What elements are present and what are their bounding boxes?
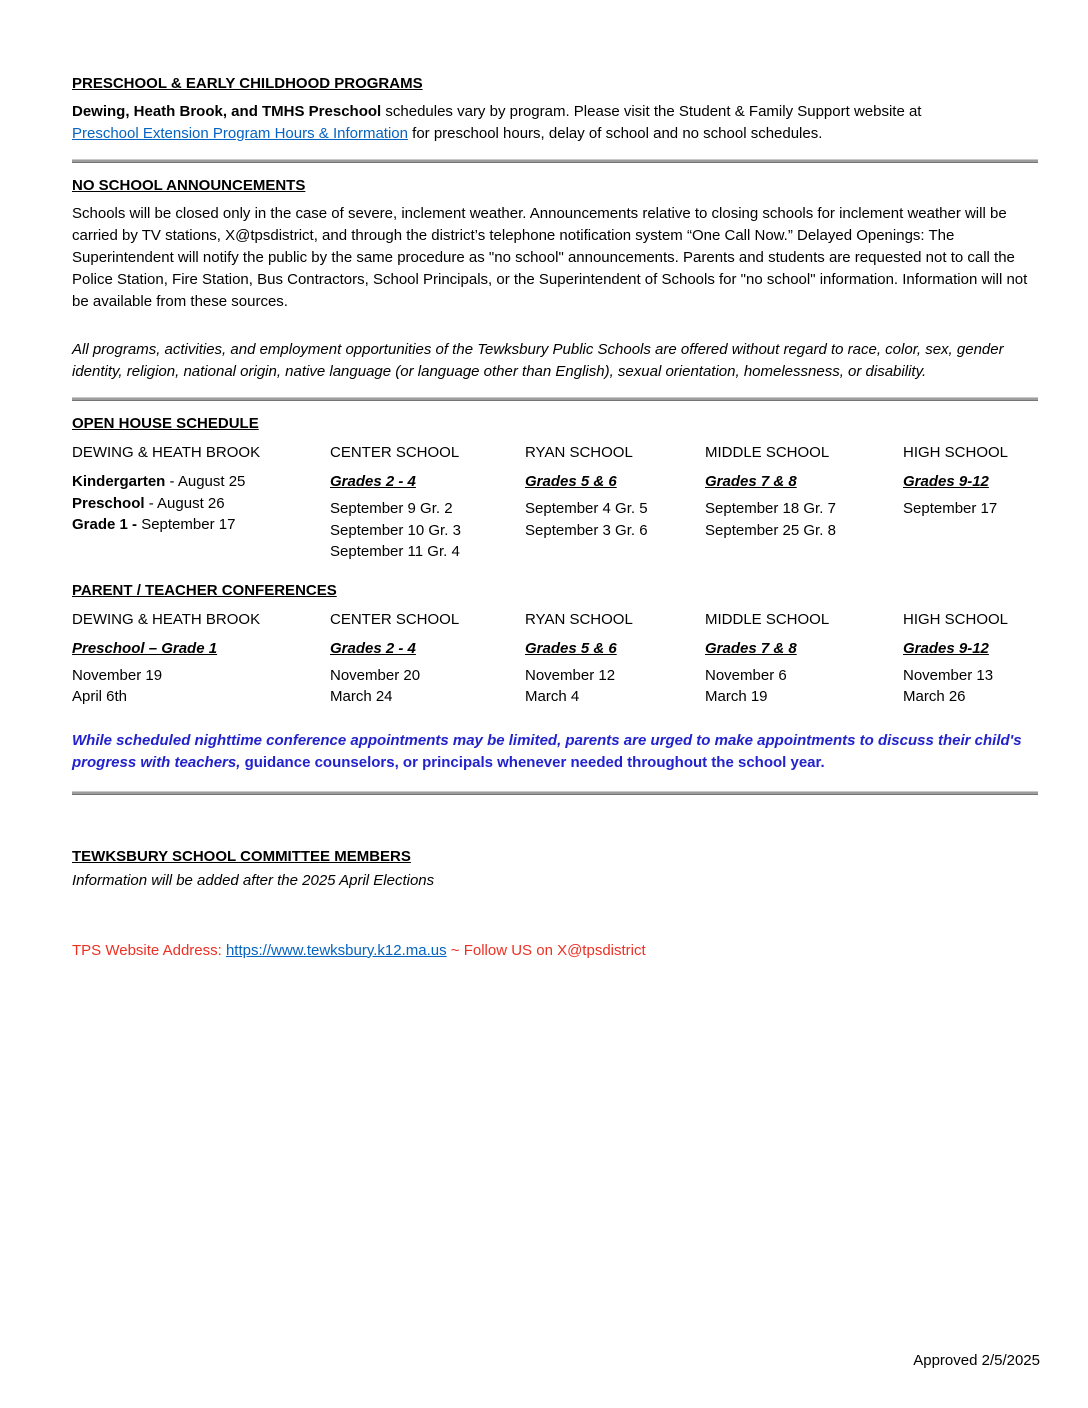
grades-heading: Grades 9-12 [903,473,989,490]
open-house-entry: September 4 Gr. 5 [525,500,648,517]
conferences-section-title: PARENT / TEACHER CONFERENCES [72,581,337,599]
preschool-section-title: PRESCHOOL & EARLY CHILDHOOD PROGRAMS [72,75,423,92]
open-house-col-center [330,442,525,563]
open-house-col-high [903,442,1038,563]
website-label: TPS Website Address: [72,941,226,959]
section-divider [72,397,1038,401]
school-name: MIDDLE SCHOOL [705,610,830,628]
document-body [72,74,1038,962]
follow-us-text: ~ Follow US on X@tpsdistrict [446,941,646,959]
open-house-table [72,442,1038,563]
no-school-paragraph: Schools will be closed only in the case of severe, inclement weather. Announcements relative to closing schools for inclement weather will be carried by TV stations, X@tpsdistrict, and through the district’s telephone notification system “One Call Now.” Delayed Openings: The Superintendent will notify the public by the same procedure as "no school" announcements. Parents and students are requested not to call the Police Station, Fire Station, Bus Contractors, School Principals, or the Superintendent of Schools for "no school" information. Information will not be available from these sources. [72,205,1028,310]
conference-date: March 24 [330,688,393,705]
school-name: MIDDLE SCHOOL [705,444,830,461]
section-divider [72,159,1038,163]
preschool-text-after-lead: schedules vary by program. Please visit the Student & Family Support website at [381,103,922,120]
tps-website-link[interactable]: https://www.tewksbury.k12.ma.us [225,941,447,959]
preschool-bold-lead: Dewing, Heath Brook, and TMHS Preschool [72,103,382,120]
open-house-entry: September 9 Gr. 2 [330,500,453,517]
no-school-section-title: NO SCHOOL ANNOUNCEMENTS [72,177,306,194]
school-name: HIGH SCHOOL [903,610,1009,628]
school-name: HIGH SCHOOL [903,444,1009,461]
preschool-paragraph [72,101,1038,145]
open-house-entry: Kindergarten - August 25 [72,473,246,490]
school-name: CENTER SCHOOL [330,444,460,461]
open-house-entry: Grade 1 - September 17 [72,516,236,533]
grades-heading: Grades 9-12 [903,639,989,657]
conference-date: November 6 [705,666,787,684]
conference-date: March 19 [705,688,768,705]
conference-date: November 20 [330,666,421,684]
school-name: DEWING & HEATH BROOK [72,444,261,461]
grades-heading: Grades 5 & 6 [525,473,617,490]
conference-date: November 13 [903,666,994,684]
preschool-extension-link[interactable]: Preschool Extension Program Hours & Information [72,125,408,142]
website-line [72,940,1038,962]
grades-heading: Preschool – Grade 1 [72,639,218,657]
grades-heading: Grades 5 & 6 [525,639,617,657]
open-house-entry: September 3 Gr. 6 [525,521,648,539]
open-house-entry: September 11 Gr. 4 [330,543,460,560]
conferences-col-ryan [525,609,705,708]
school-name: RYAN SCHOOL [525,444,633,461]
school-name: RYAN SCHOOL [525,610,633,628]
conference-date: April 6th [72,688,128,705]
committee-info: Information will be added after the 2025 April Elections [72,871,435,889]
conference-date: November 19 [72,666,163,684]
open-house-entry: September 17 [903,500,998,517]
conference-note-upright: guidance counselors, or principals whenever needed throughout the school year. [244,753,825,771]
conferences-col-middle [705,609,903,708]
school-name: CENTER SCHOOL [330,610,460,628]
open-house-entry: September 18 Gr. 7 [705,500,836,517]
open-house-section-title: OPEN HOUSE SCHEDULE [72,415,259,432]
conferences-col-high [903,609,1038,708]
conference-note-italic: While scheduled nighttime conference appointments may be limited, parents are urged to make appointments to discuss their child's progress with teachers, [72,731,1022,771]
conferences-col-center [330,609,525,708]
open-house-col-dewing [72,442,330,563]
nondiscrimination-paragraph: All programs, activities, and employment opportunities of the Tewksbury Public Schools are offered without regard to race, color, sex, gender identity, religion, national origin, native language (or language other than English), sexual orientation, homelessness, or disability. [72,341,1004,380]
section-divider [72,791,1038,795]
school-name: DEWING & HEATH BROOK [72,610,261,628]
grades-heading: Grades 7 & 8 [705,473,797,490]
approved-date: Approved 2/5/2025 [913,1352,1040,1369]
committee-section-title: TEWKSBURY SCHOOL COMMITTEE MEMBERS [72,847,411,865]
conference-date: March 26 [903,688,966,705]
open-house-entry: September 10 Gr. 3 [330,521,461,539]
conference-date: November 12 [525,666,616,684]
open-house-entry: September 25 Gr. 8 [705,521,836,539]
grades-heading: Grades 2 - 4 [330,639,416,657]
grades-heading: Grades 7 & 8 [705,639,797,657]
conference-date: March 4 [525,688,580,705]
open-house-col-ryan [525,442,705,563]
open-house-col-middle [705,442,903,563]
grades-heading: Grades 2 - 4 [330,473,416,490]
conference-note [72,730,1038,774]
open-house-entry: Preschool - August 26 [72,494,225,512]
conferences-col-dewing [72,609,330,708]
conferences-table [72,609,1038,708]
preschool-text-after-link: for preschool hours, delay of school and no school schedules. [407,125,823,142]
